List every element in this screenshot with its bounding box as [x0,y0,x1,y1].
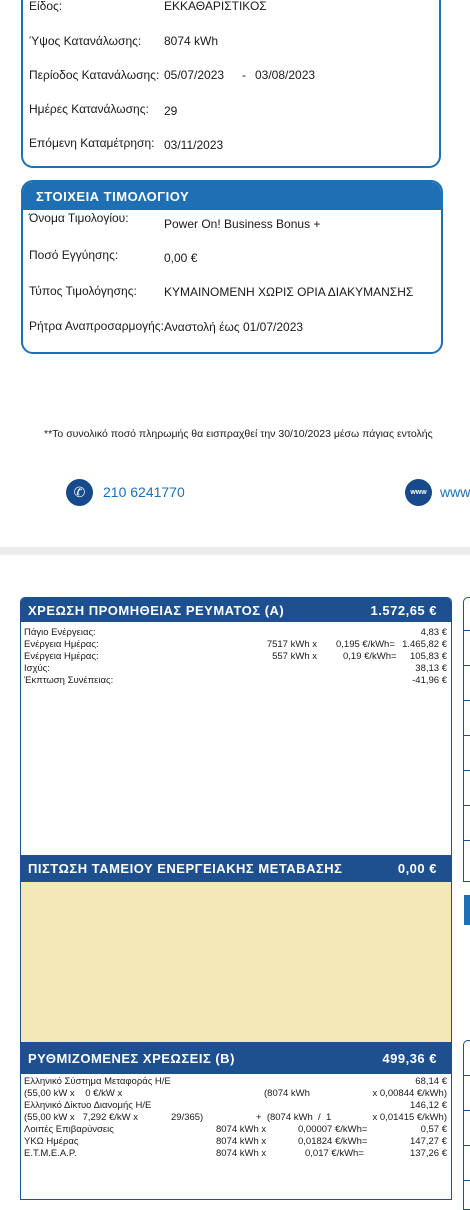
regulated-line-rate: 0,00007 €/kWh= [298,1124,368,1135]
next-reading-value: 03/11/2023 [164,138,224,152]
side-panel-divider [463,735,470,736]
regulated-line-label: Λοιπές Επιβαρύνσεις [24,1124,114,1135]
side-panel-divider [463,700,470,701]
regulated-line-rate: 0,017 €/kWh= [305,1148,364,1159]
days-value: 29 [164,104,178,118]
hts-detail: (8074 kWh [264,1088,310,1099]
regulated-line-qty: 8074 kWh x [216,1124,267,1135]
supply-line-amount: 105,83 € [410,651,447,662]
distribution-detail: x 0,01415 €/kWh) [372,1112,447,1123]
payment-note: **Το συνολικό ποσό πληρωμής θα εισπραχθεί την 30/10/2023 μέσω πάγιας εντολής [44,428,433,440]
transition-area [21,882,451,1042]
supply-line-amount: 4,83 € [420,627,447,638]
transition-header [21,855,451,882]
side-panel-divider [463,805,470,806]
type-label: Είδος: [29,0,63,13]
regulated-line-qty: 8074 kWh x [216,1148,267,1159]
distribution-detail: 29/365) [171,1112,204,1123]
amount-label: Ύψος Κατανάλωσης: [29,34,142,48]
tariff-name-label: Όνομα Τιμολογίου: [29,211,129,225]
transition-title: ΠΙΣΤΩΣΗ ΤΑΜΕΙΟΥ ΕΝΕΡΓΕΙΑΚΗΣ ΜΕΤΑΒΑΣΗΣ [28,861,343,876]
side-panel-divider [463,1180,470,1181]
hts-detail: x 0,00844 €/kWh) [372,1088,447,1099]
supply-title: ΧΡΕΩΣΗ ΠΡΟΜΗΘΕΙΑΣ ΡΕΥΜΑΤΟΣ (Α) [28,603,285,618]
transition-total: 0,00 € [397,861,437,876]
supply-line-label: Ισχύς: [24,663,50,674]
side-panel-divider [463,1145,470,1146]
supply-line-label: Έκπτωση Συνέπειας: [24,675,114,686]
period-separator: - [242,68,246,82]
supply-header [21,598,451,622]
period-from: 05/07/2023 [164,68,225,82]
supply-line-amount: -41,96 € [412,675,447,686]
distribution-amount: 146,12 € [410,1100,447,1111]
distribution-detail: + (8074 kWh / 1 [256,1112,332,1123]
period-label: Περίοδος Κατανάλωσης: [29,68,160,82]
regulated-header [21,1042,451,1074]
supply-line-qty: 7517 kWh x [266,639,317,650]
guarantee-label: Ποσό Εγγύησης: [29,248,119,262]
next-reading-label: Επόμενη Καταμέτρηση: [29,136,155,150]
supply-line-label: Ενέργεια Ημέρας: [24,651,99,662]
regulated-line-amount: 137,26 € [410,1148,447,1159]
regulated-title: ΡΥΘΜΙΖΟΜΕΝΕΣ ΧΡΕΩΣΕΙΣ (Β) [28,1051,235,1066]
phone-icon[interactable]: ✆ [66,479,93,506]
supply-total: 1.572,65 € [370,603,437,618]
tariff-name-value: Power On! Business Bonus + [164,217,321,231]
regulated-total: 499,36 € [382,1051,437,1066]
hts-label: Ελληνικό Σύστημα Μεταφοράς Η/Ε [24,1076,171,1087]
globe-icon[interactable]: www [405,479,432,506]
supply-line-amount: 1.465,82 € [402,639,447,650]
side-panel-divider [463,630,470,631]
website-link[interactable]: www [440,484,470,500]
days-label: Ημέρες Κατανάλωσης: [29,102,149,116]
phone-number[interactable]: 210 6241770 [103,484,185,500]
regulated-line-qty: 8074 kWh x [216,1136,267,1147]
charges-panel [20,597,452,1200]
side-panel-lower [463,1040,470,1210]
distribution-detail: (55,00 kW x 7,292 €/kW x [24,1112,139,1123]
pricing-type-value: ΚΥΜΑΙΝΟΜΕΝΗ ΧΩΡΙΣ ΟΡΙΑ ΔΙΑΚΥΜΑΝΣΗΣ [164,285,414,299]
supply-line-amount: 38,13 € [415,663,447,674]
type-value: ΕΚΚΑΘΑΡΙΣΤΙΚΟΣ [164,0,267,13]
hts-amount: 68,14 € [415,1076,447,1087]
side-panel-divider [463,840,470,841]
supply-line-rate: 0,195 €/kWh= [336,639,395,650]
guarantee-value: 0,00 € [164,251,198,265]
side-panel-tab [464,895,470,925]
adjustment-clause-value: Αναστολή έως 01/07/2023 [164,320,304,334]
regulated-line-label: Ε.Τ.Μ.Ε.Α.Ρ. [24,1148,77,1159]
side-panel-divider [463,770,470,771]
side-panel-divider [463,665,470,666]
side-panel-divider [463,1110,470,1111]
tariff-title: ΣΤΟΙΧΕΙΑ ΤΙΜΟΛΟΓΙΟΥ [23,182,441,210]
supply-line-label: Ενέργεια Ημέρας: [24,639,99,650]
pricing-type-label: Τύπος Τιμολόγησης: [29,284,137,298]
supply-line-qty: 557 kWh x [272,651,317,662]
regulated-line-label: ΥΚΩ Ημέρας [24,1136,79,1147]
regulated-line-amount: 147,27 € [410,1136,447,1147]
hts-detail: (55,00 kW x 0 €/kW x [24,1088,123,1099]
adjustment-clause-label: Ρήτρα Αναπροσαρμογής: [29,319,164,333]
regulated-line-rate: 0,01824 €/kWh= [298,1136,368,1147]
amount-value: 8074 kWh [164,34,219,48]
supply-line-rate: 0,19 €/kWh= [343,651,397,662]
regulated-line-amount: 0,57 € [420,1124,447,1135]
period-to: 03/08/2023 [255,68,316,82]
supply-line-label: Πάγιο Ενέργειας: [24,627,96,638]
distribution-label: Ελληνικό Δίκτυο Διανομής Η/Ε [24,1100,152,1111]
page-separator [0,547,470,555]
side-panel-divider [463,1075,470,1076]
